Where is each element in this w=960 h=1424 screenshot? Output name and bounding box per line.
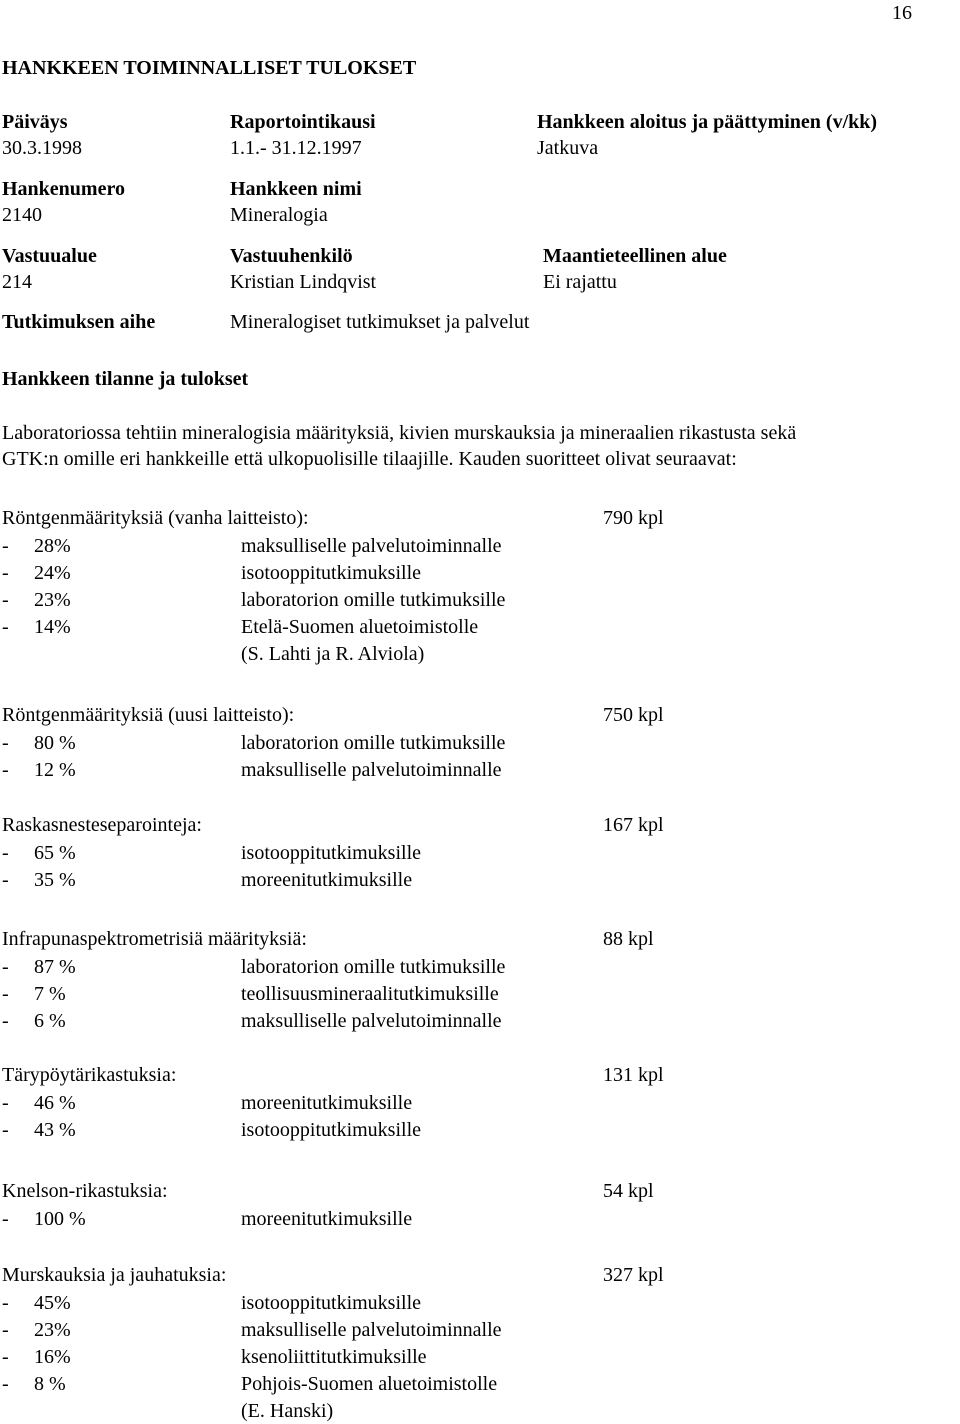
hankenumero-value: 2140 bbox=[2, 204, 42, 226]
list-item-dash: - bbox=[2, 1346, 9, 1368]
intro-paragraph-line-1: Laboratoriossa tehtiin mineralogisia määrityksiä, kivien murskauksia ja mineraalien rikastusta sekä bbox=[2, 422, 797, 444]
list-item-dash: - bbox=[2, 842, 9, 864]
section-label: Röntgenmäärityksiä (uusi laitteisto): bbox=[2, 704, 295, 726]
section-count: 131 kpl bbox=[603, 1064, 664, 1086]
list-item-percentage: 23% bbox=[34, 589, 71, 611]
list-item-percentage: 46 % bbox=[34, 1092, 76, 1114]
list-item bbox=[0, 1373, 960, 1397]
list-item-percentage: 24% bbox=[34, 562, 71, 584]
list-item-description: maksulliselle palvelutoiminnalle bbox=[241, 1010, 502, 1032]
list-item-description: isotooppitutkimuksille bbox=[241, 1292, 422, 1314]
list-item-description: moreenitutkimuksille bbox=[241, 1208, 413, 1230]
section-label: Röntgenmäärityksiä (vanha laitteisto): bbox=[2, 507, 309, 529]
list-item bbox=[0, 1400, 960, 1424]
list-item-description: moreenitutkimuksille bbox=[241, 1092, 413, 1114]
list-item-dash: - bbox=[2, 1208, 9, 1230]
maantieteellinen-alue-label: Maantieteellinen alue bbox=[543, 245, 727, 267]
hankenumero-label: Hankenumero bbox=[2, 178, 125, 200]
list-item-description: isotooppitutkimuksille bbox=[241, 842, 422, 864]
list-item-percentage: 16% bbox=[34, 1346, 71, 1368]
status-heading: Hankkeen tilanne ja tulokset bbox=[2, 368, 249, 390]
list-item-percentage: 12 % bbox=[34, 759, 76, 781]
list-item-percentage: 6 % bbox=[34, 1010, 66, 1032]
list-item-percentage: 87 % bbox=[34, 956, 76, 978]
hankkeen-nimi-label: Hankkeen nimi bbox=[230, 178, 362, 200]
list-item-dash: - bbox=[2, 535, 9, 557]
list-item bbox=[0, 956, 960, 980]
list-item-percentage: 7 % bbox=[34, 983, 66, 1005]
list-item-percentage: 43 % bbox=[34, 1119, 76, 1141]
list-item-description: teollisuusmineraalitutkimuksille bbox=[241, 983, 499, 1005]
list-item-description: (E. Hanski) bbox=[241, 1400, 334, 1422]
list-item-description: maksulliselle palvelutoiminnalle bbox=[241, 759, 502, 781]
list-item-description: isotooppitutkimuksille bbox=[241, 1119, 422, 1141]
list-item bbox=[0, 759, 960, 783]
list-item-dash: - bbox=[2, 1119, 9, 1141]
list-item bbox=[0, 842, 960, 866]
list-item-dash: - bbox=[2, 732, 9, 754]
list-item-percentage: 35 % bbox=[34, 869, 76, 891]
list-item bbox=[0, 589, 960, 613]
vastuualue-value: 214 bbox=[2, 271, 32, 293]
section-label: Infrapunaspektrometrisiä määrityksiä: bbox=[2, 928, 307, 950]
list-item-dash: - bbox=[2, 562, 9, 584]
list-item-percentage: 45% bbox=[34, 1292, 71, 1314]
list-item-dash: - bbox=[2, 869, 9, 891]
paivays-value: 30.3.1998 bbox=[2, 137, 82, 159]
list-item-percentage: 28% bbox=[34, 535, 71, 557]
list-item bbox=[0, 616, 960, 640]
list-item bbox=[0, 1119, 960, 1143]
hankkeen-nimi-value: Mineralogia bbox=[230, 204, 328, 226]
paivays-label: Päiväys bbox=[2, 111, 68, 133]
list-item bbox=[0, 1208, 960, 1232]
section-count: 750 kpl bbox=[603, 704, 664, 726]
list-item-percentage: 14% bbox=[34, 616, 71, 638]
list-item bbox=[0, 562, 960, 586]
list-item-description: Pohjois-Suomen aluetoimistolle bbox=[241, 1373, 498, 1395]
list-item-description: laboratorion omille tutkimuksille bbox=[241, 589, 506, 611]
document-title: HANKKEEN TOIMINNALLISET TULOKSET bbox=[2, 57, 417, 79]
list-item-dash: - bbox=[2, 983, 9, 1005]
list-item bbox=[0, 869, 960, 893]
list-item-dash: - bbox=[2, 589, 9, 611]
list-item-percentage: 23% bbox=[34, 1319, 71, 1341]
list-item-description: maksulliselle palvelutoiminnalle bbox=[241, 535, 502, 557]
list-item-dash: - bbox=[2, 1373, 9, 1395]
list-item-description: Etelä-Suomen aluetoimistolle bbox=[241, 616, 479, 638]
section-label: Knelson-rikastuksia: bbox=[2, 1180, 168, 1202]
list-item bbox=[0, 535, 960, 559]
list-item-percentage: 8 % bbox=[34, 1373, 66, 1395]
list-item-description: ksenoliittitutkimuksille bbox=[241, 1346, 427, 1368]
list-item-percentage: 80 % bbox=[34, 732, 76, 754]
list-item bbox=[0, 1319, 960, 1343]
list-item-description: laboratorion omille tutkimuksille bbox=[241, 956, 506, 978]
aloitus-value: Jatkuva bbox=[537, 137, 599, 159]
page-number: 16 bbox=[892, 2, 912, 24]
list-item bbox=[0, 643, 960, 667]
list-item-dash: - bbox=[2, 759, 9, 781]
section-count: 88 kpl bbox=[603, 928, 654, 950]
maantieteellinen-alue-value: Ei rajattu bbox=[543, 271, 617, 293]
raportointikausi-value: 1.1.- 31.12.1997 bbox=[230, 137, 362, 159]
list-item-percentage: 100 % bbox=[34, 1208, 86, 1230]
list-item bbox=[0, 1010, 960, 1034]
tutkimuksen-aihe-value: Mineralogiset tutkimukset ja palvelut bbox=[230, 311, 530, 333]
list-item bbox=[0, 1346, 960, 1370]
list-item-description: laboratorion omille tutkimuksille bbox=[241, 732, 506, 754]
section-count: 167 kpl bbox=[603, 814, 664, 836]
aloitus-label: Hankkeen aloitus ja päättyminen (v/kk) bbox=[537, 111, 878, 133]
list-item bbox=[0, 1292, 960, 1316]
list-item-description: moreenitutkimuksille bbox=[241, 869, 413, 891]
vastuuhenkilo-value: Kristian Lindqvist bbox=[230, 271, 377, 293]
list-item-description: (S. Lahti ja R. Alviola) bbox=[241, 643, 425, 665]
list-item-dash: - bbox=[2, 616, 9, 638]
section-label: Murskauksia ja jauhatuksia: bbox=[2, 1264, 227, 1286]
tutkimuksen-aihe-label: Tutkimuksen aihe bbox=[2, 311, 156, 333]
list-item-dash: - bbox=[2, 1010, 9, 1032]
section-count: 327 kpl bbox=[603, 1264, 664, 1286]
list-item-dash: - bbox=[2, 1292, 9, 1314]
list-item bbox=[0, 1092, 960, 1116]
list-item-dash: - bbox=[2, 1319, 9, 1341]
list-item-description: isotooppitutkimuksille bbox=[241, 562, 422, 584]
vastuualue-label: Vastuualue bbox=[2, 245, 97, 267]
list-item bbox=[0, 983, 960, 1007]
raportointikausi-label: Raportointikausi bbox=[230, 111, 376, 133]
section-count: 54 kpl bbox=[603, 1180, 654, 1202]
section-label: Raskasnesteseparointeja: bbox=[2, 814, 202, 836]
section-count: 790 kpl bbox=[603, 507, 664, 529]
list-item-dash: - bbox=[2, 1092, 9, 1114]
section-label: Tärypöytärikastuksia: bbox=[2, 1064, 177, 1086]
list-item-dash: - bbox=[2, 956, 9, 978]
list-item-percentage: 65 % bbox=[34, 842, 76, 864]
list-item bbox=[0, 732, 960, 756]
vastuuhenkilo-label: Vastuuhenkilö bbox=[230, 245, 353, 267]
list-item-description: maksulliselle palvelutoiminnalle bbox=[241, 1319, 502, 1341]
intro-paragraph-line-2: GTK:n omille eri hankkeille että ulkopuolisille tilaajille. Kauden suoritteet olivat seuraavat: bbox=[2, 448, 737, 470]
